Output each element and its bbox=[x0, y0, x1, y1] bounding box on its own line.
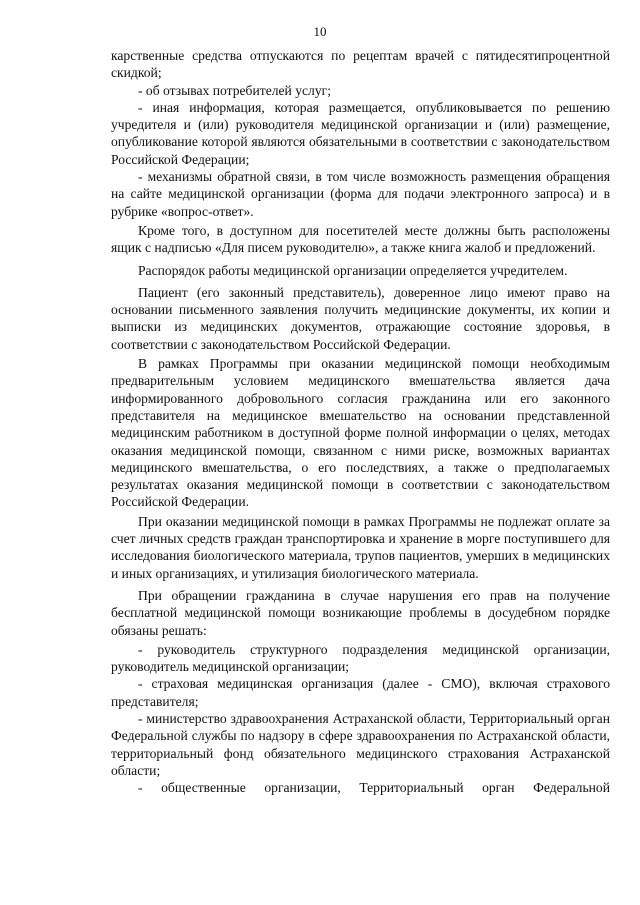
paragraph-patient-documents: Пациент (его законный представитель), доверенное лицо имеют право на основании письменного заявления получить медицинские документы, их копии и выписки из медицинских документов, отражающие состояние здоровья, в соответствии с законодательством Российской Федерации. bbox=[111, 284, 610, 352]
list-item-ministry: - министерство здравоохранения Астраханской области, Территориальный орган Федеральной службы по надзору в сфере здравоохранения по Астраханской области, территориальный фонд обязательного медицинского страхования Астраханской области; bbox=[111, 710, 610, 778]
list-item-consumer-reviews: - об отзывах потребителей услуг; bbox=[138, 82, 331, 98]
list-item-public-organizations: - общественные организации, Территориальный орган Федеральной bbox=[138, 780, 610, 796]
list-item-organization-head: - руководитель структурного подразделения медицинской организации, руководитель медицинской организации; bbox=[111, 641, 610, 675]
list-item-insurance-organization: - страховая медицинская организация (далее - СМО), включая страхового представителя; bbox=[111, 676, 610, 709]
paragraph-informed-consent: В рамках Программы при оказании медицинской помощи необходимым предварительным условием медицинского вмешательства является дача информированного добровольного согласия гражданина или его законного представителя на медицинское вмешательство на основании представленной медицинским работником в доступной форме полной информации о целях, методах оказания медицинской помощи, связанном с ними риске, возможных вариантах медицинского вмешательства, о его последствиях, а также о предполагаемых результатах оказания медицинской помощи в соответствии с законодательством Российской Федерации. bbox=[111, 356, 610, 510]
list-item-feedback-mechanisms: - механизмы обратной связи, в том числе возможность размещения обращения на сайте медицинской организации (форма для подачи электронного запроса) и в рубрике «вопрос-ответ». bbox=[111, 169, 610, 219]
paragraph-work-schedule: Распорядок работы медицинской организации определяется учредителем. bbox=[138, 262, 568, 278]
page-number: 10 bbox=[313, 24, 327, 39]
list-item-other-information: - иная информация, которая размещается, опубликовывается по решению учредителя и (или) руководителя медицинской организации и (или) размещение, опубликование которой являются обязательными в соответствии с законодательством Российской Федерации; bbox=[111, 99, 610, 167]
paragraph-continuation: карственные средства отпускаются по рецептам врачей с пятидесятипроцентной скидкой; bbox=[111, 48, 610, 81]
paragraph-not-paid-services: При оказании медицинской помощи в рамках Программы не подлежат оплате за счет личных средств граждан транспортировка и хранение в морге поступившего для исследования биологического материала, трупов пациентов, умерших в медицинских и иных организациях, и утилизация биологического материала. bbox=[111, 513, 610, 581]
paragraph-pretrial-resolution: При обращении гражданина в случае нарушения его прав на получение бесплатной медицинской помощи возникающие проблемы в досудебном порядке обязаны решать: bbox=[111, 587, 610, 638]
paragraph-complaint-box: Кроме того, в доступном для посетителей месте должны быть расположены ящик с надписью «Для писем руководителю», а также книга жалоб и предложений. bbox=[111, 222, 610, 256]
